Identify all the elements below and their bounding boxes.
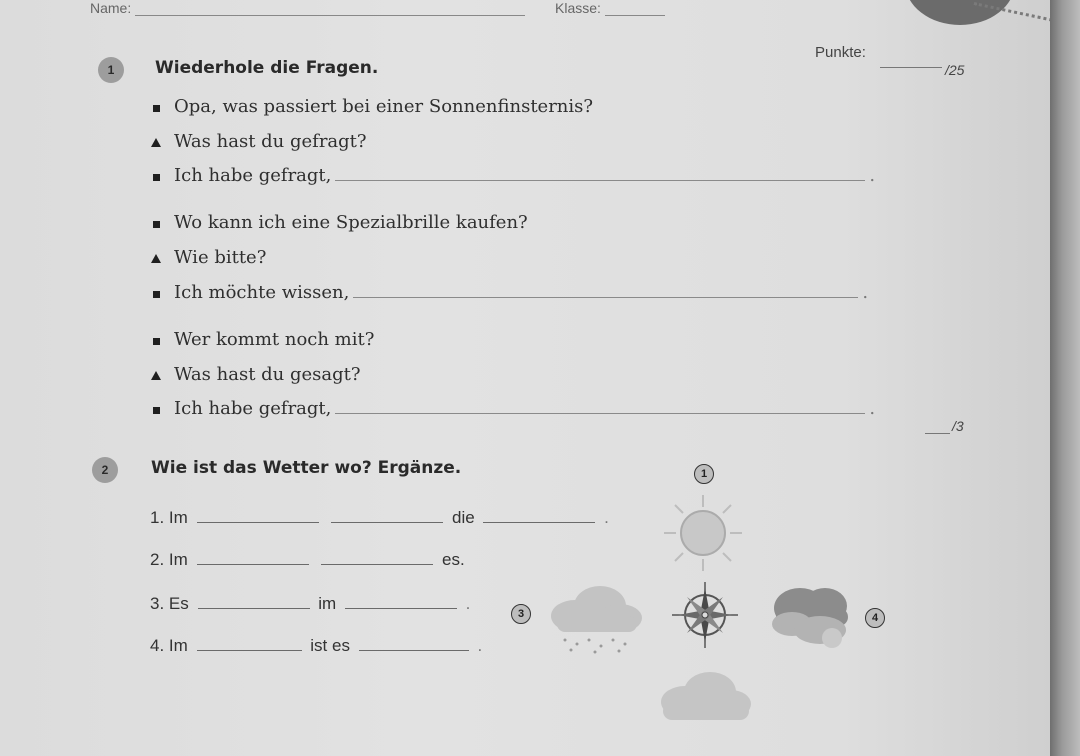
exercise-1-score: /3 — [952, 418, 964, 434]
cloud-icon — [655, 668, 755, 728]
picture-number-3: 3 — [511, 604, 531, 624]
exercise-2-item-3: 3. Es im . — [150, 594, 471, 613]
answer-blank[interactable] — [197, 649, 302, 651]
dialog-line — [148, 329, 374, 350]
exercise-2-item-1: 1. Im die . — [150, 508, 609, 527]
triangle-bullet-icon — [148, 254, 164, 263]
dialog-line — [148, 212, 528, 233]
sun-icon — [660, 493, 746, 573]
answer-blank[interactable] — [359, 649, 469, 651]
dialog-line — [148, 96, 593, 117]
exercise-1-title: Wiederhole die Fragen. — [155, 58, 379, 78]
triangle-bullet-icon — [148, 371, 164, 380]
exercise-2-item-2: 2. Im es. — [150, 550, 465, 569]
answer-blank[interactable] — [198, 607, 310, 609]
square-bullet-icon — [148, 407, 164, 414]
exercise-1-number: 1 — [98, 57, 124, 83]
answer-blank[interactable] — [483, 521, 595, 523]
square-bullet-icon — [148, 174, 164, 181]
answer-blank-2[interactable] — [353, 296, 858, 298]
dialog-text: Was hast du gefragt? — [174, 131, 367, 152]
name-field — [90, 0, 525, 16]
dialog-line: Ich möchte wissen, . — [148, 282, 868, 303]
klasse-field — [555, 0, 665, 16]
points-label: Punkte: — [815, 44, 866, 61]
dialog-line — [148, 364, 361, 385]
square-bullet-icon — [148, 338, 164, 345]
klasse-label: Klasse: — [555, 0, 601, 16]
square-bullet-icon — [148, 105, 164, 112]
rain-cloud-icon — [760, 580, 860, 655]
dialog-text: Wo kann ich eine Spezialbrille kaufen? — [174, 212, 528, 233]
dialog-line — [148, 131, 367, 152]
answer-blank[interactable] — [197, 563, 309, 565]
dialog-line — [148, 247, 266, 268]
picture-number-4: 4 — [865, 608, 885, 628]
exercise-2-item-4: 4. Im ist es . — [150, 636, 483, 655]
points-max: /25 — [945, 62, 965, 78]
answer-blank[interactable] — [345, 607, 457, 609]
dialog-text: Opa, was passiert bei einer Sonnenfinsternis? — [174, 96, 594, 117]
dialog-text: Ich habe gefragt, — [174, 398, 332, 419]
points-blank — [880, 66, 942, 68]
answer-blank-1[interactable] — [335, 179, 865, 181]
answer-blank[interactable] — [197, 521, 319, 523]
exercise-2-number: 2 — [92, 457, 118, 483]
dialog-text: Ich möchte wissen, — [174, 282, 350, 303]
klasse-blank — [605, 15, 665, 16]
exercise-2-title: Wie ist das Wetter wo? Ergänze. — [151, 458, 462, 478]
dialog-text: Wer kommt noch mit? — [174, 329, 375, 350]
picture-number-1: 1 — [694, 464, 714, 484]
compass-rose-icon — [672, 582, 738, 648]
book-gutter — [1050, 0, 1080, 756]
dialog-line: Ich habe gefragt, . — [148, 398, 875, 419]
square-bullet-icon — [148, 291, 164, 298]
triangle-bullet-icon — [148, 138, 164, 147]
square-bullet-icon — [148, 221, 164, 228]
answer-blank[interactable] — [321, 563, 433, 565]
snow-cloud-icon — [545, 578, 645, 658]
dialog-text: Ich habe gefragt, — [174, 165, 332, 186]
exercise-1-points-blank — [925, 432, 950, 434]
name-label: Name: — [90, 0, 132, 16]
answer-blank[interactable] — [331, 521, 443, 523]
dotted-decoration — [967, 2, 1050, 51]
dialog-text: Wie bitte? — [174, 247, 267, 268]
name-blank — [135, 15, 525, 16]
answer-blank-3[interactable] — [335, 412, 865, 414]
dialog-line: Ich habe gefragt, . — [148, 165, 875, 186]
dialog-text: Was hast du gesagt? — [174, 364, 361, 385]
